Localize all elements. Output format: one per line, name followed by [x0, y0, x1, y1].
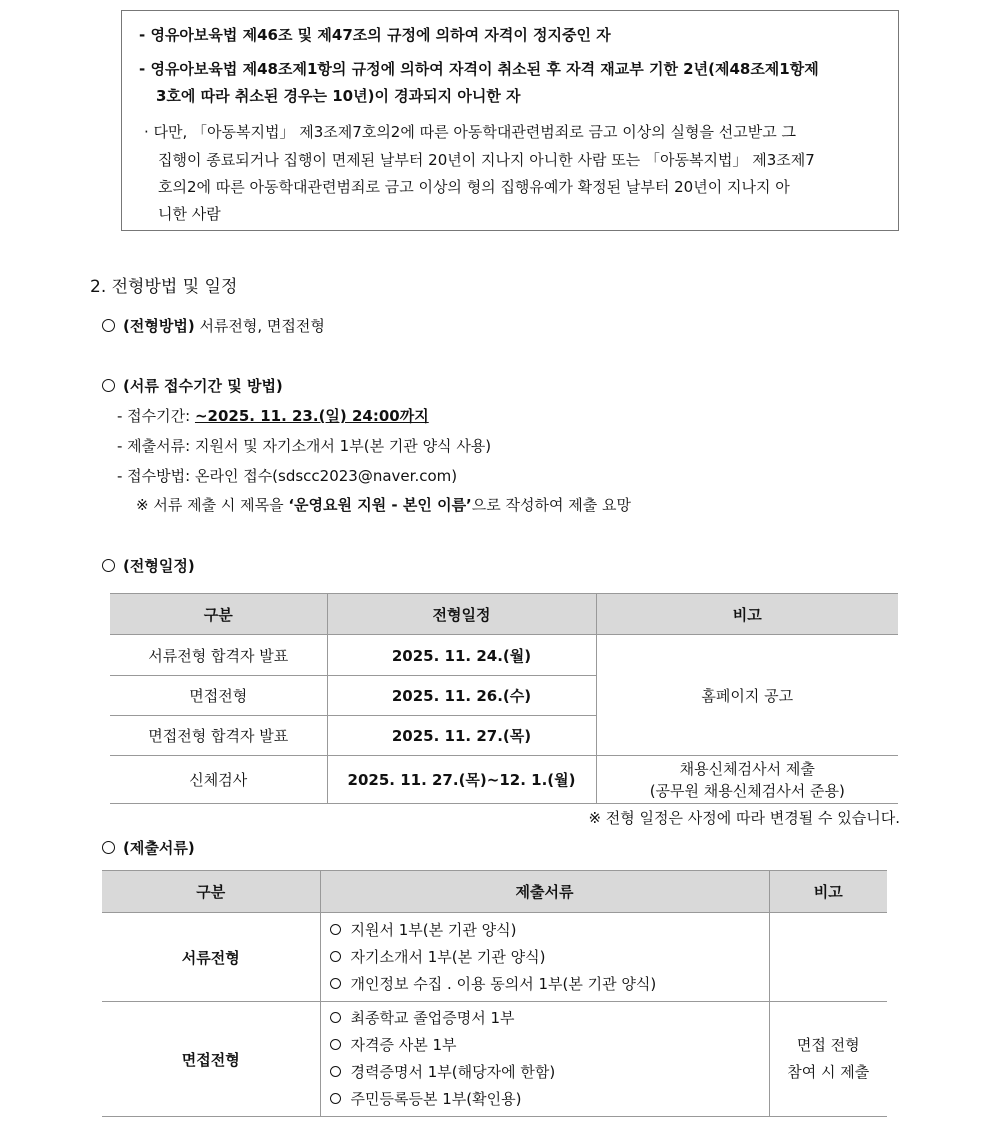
circle-bullet-icon [102, 559, 115, 572]
table-row [102, 913, 887, 1002]
docs-category: 서류전형 [102, 913, 320, 1002]
schedule-date: 2025. 11. 24.(월) [327, 635, 596, 676]
receipt-period [117, 405, 429, 426]
disqualification-box [121, 10, 899, 231]
circle-bullet-icon [102, 319, 115, 332]
docs-header-remark: 비고 [769, 871, 887, 913]
table-row [102, 1002, 887, 1117]
schedule-label: (전형일정) [123, 557, 195, 575]
circle-bullet-icon [102, 841, 115, 854]
circle-bullet-icon [102, 379, 115, 392]
docs-header-documents: 제출서류 [320, 871, 769, 913]
list-item: 최종학교 졸업증명서 1부 [330, 1005, 769, 1032]
circle-bullet-icon [330, 1093, 341, 1104]
period-label: - 접수기간: [117, 407, 195, 425]
list-item: 주민등록등본 1부(확인용) [330, 1086, 769, 1113]
schedule-table [110, 593, 898, 804]
receipt-heading [102, 375, 283, 396]
receipt-method: - 접수방법: 온라인 접수(sdscc2023@naver.com) [117, 467, 458, 485]
disqualification-item-2-line-1: - 영유아보육법 제48조제1항의 규정에 의하여 자격이 취소된 후 자격 재교부 기한 2년(제48조제1항제 [139, 60, 819, 78]
docs-remark: 면접 전형 참여 시 제출 [769, 1002, 887, 1117]
docs-list [320, 913, 769, 1002]
section-title: 2. 전형방법 및 일정 [90, 277, 238, 297]
note-bold: ‘운영요원 지원 - 본인 이름’ [288, 496, 472, 514]
list-item: 지원서 1부(본 기관 양식) [330, 917, 769, 944]
schedule-date: 2025. 11. 27.(목)~12. 1.(월) [327, 756, 596, 804]
docs-remark [769, 913, 887, 1002]
schedule-heading [102, 555, 195, 576]
exception-note-line-4: 니한 사람 [158, 205, 221, 223]
remark-line-1: 채용신체검사서 제출 [679, 759, 815, 778]
schedule-remark-merged: 홈페이지 공고 [596, 635, 898, 756]
exception-note-line-2: 집행이 종료되거나 집행이 면제된 날부터 20년이 지나지 아니한 사람 또는 「아동복지법」 제3조제7 [158, 151, 815, 169]
receipt-label: (서류 접수기간 및 방법) [123, 377, 283, 395]
schedule-category: 면접전형 합격자 발표 [110, 716, 327, 756]
circle-bullet-icon [330, 924, 341, 935]
documents-table [102, 870, 887, 1117]
method-line [102, 315, 325, 336]
disqualification-item-2-line-2: 3호에 따라 취소된 경우는 10년)이 경과되지 아니한 자 [156, 87, 521, 105]
circle-bullet-icon [330, 951, 341, 962]
list-item: 자기소개서 1부(본 기관 양식) [330, 944, 769, 971]
exception-note-line-1: · 다만, 「아동복지법」 제3조제7호의2에 따른 아동학대관련범죄로 금고 이상의 실형을 선고받고 그 [144, 123, 796, 141]
schedule-remark [596, 756, 898, 804]
docs-category: 면접전형 [102, 1002, 320, 1117]
schedule-header-date: 전형일정 [327, 594, 596, 635]
exception-note-line-3: 호의2에 따른 아동학대관련범죄로 금고 이상의 형의 집행유예가 확정된 날부터 20년이 지나지 아 [158, 178, 790, 196]
table-row [110, 635, 898, 676]
submit-heading [102, 837, 195, 858]
docs-list [320, 1002, 769, 1117]
schedule-note: ※ 전형 일정은 사정에 따라 변경될 수 있습니다. [588, 809, 900, 827]
schedule-date: 2025. 11. 26.(수) [327, 676, 596, 716]
remark-line-2: (공무원 채용신체검사서 준용) [649, 781, 845, 800]
period-value: ~2025. 11. 23.(일) 24:00까지 [194, 407, 429, 425]
table-row [110, 756, 898, 804]
receipt-note [136, 494, 631, 515]
circle-bullet-icon [330, 1012, 341, 1023]
submit-label: (제출서류) [123, 839, 195, 857]
circle-bullet-icon [330, 1066, 341, 1077]
schedule-header-remark: 비고 [596, 594, 898, 635]
note-pre: ※ 서류 제출 시 제목을 [136, 496, 289, 514]
schedule-header-category: 구분 [110, 594, 327, 635]
receipt-docs: - 제출서류: 지원서 및 자기소개서 1부(본 기관 양식 사용) [117, 437, 492, 455]
docs-header-category: 구분 [102, 871, 320, 913]
schedule-date: 2025. 11. 27.(목) [327, 716, 596, 756]
schedule-category: 신체검사 [110, 756, 327, 804]
list-item: 경력증명서 1부(해당자에 한함) [330, 1059, 769, 1086]
list-item: 자격증 사본 1부 [330, 1032, 769, 1059]
disqualification-item-1: - 영유아보육법 제46조 및 제47조의 규정에 의하여 자격이 정지중인 자 [139, 26, 611, 44]
circle-bullet-icon [330, 1039, 341, 1050]
note-post: 으로 작성하여 제출 요망 [471, 496, 631, 514]
list-item: 개인정보 수집 . 이용 동의서 1부(본 기관 양식) [330, 971, 769, 998]
schedule-category: 서류전형 합격자 발표 [110, 635, 327, 676]
schedule-category: 면접전형 [110, 676, 327, 716]
method-text: 서류전형, 면접전형 [194, 317, 325, 335]
circle-bullet-icon [330, 978, 341, 989]
method-label: (전형방법) [123, 317, 195, 335]
